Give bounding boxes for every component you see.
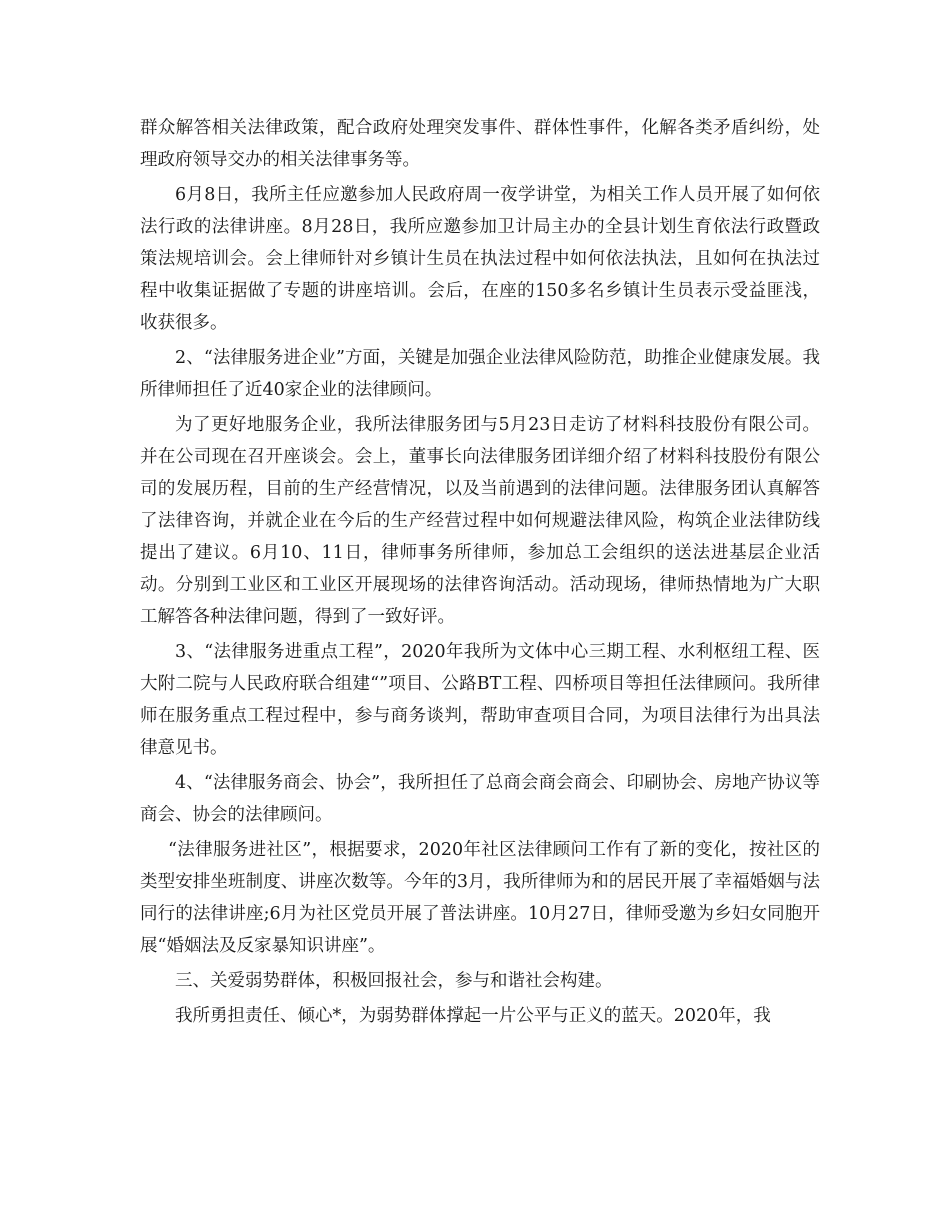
paragraph-key-projects: 3、“法律服务进重点工程”，2020年我所为文体中心三期工程、水利枢纽工程、医大附二院与人民政府联合组建“”项目、公路BT工程、四桥项目等担任法律顾问。我所律师在服务重点工程过程中，参与商务谈判，帮助审查项目合同，为项目法律行为出具法律意见书。 <box>140 642 820 758</box>
document-body <box>140 112 820 1035</box>
paragraph-enterprise-visit: 为了更好地服务企业，我所法律服务团与5月23日走访了材料科技股份有限公司。并在公司现在召开座谈会。会上，董事长向法律服务团详细介绍了材料科技股份有限公司的发展历程，目前的生产经营情况，以及当前遇到的法律问题。法律服务团认真解答了法律咨询，并就企业在今后的生产经营过程中如何规避法律风险，构筑企业法律防线提出了建议。6月10、11日，律师事务所律师，参加总工会组织的送法进基层企业活动。分别到工业区和工业区开展现场的法律咨询活动。活动现场，律师热情地为广大职工解答各种法律问题，得到了一致好评。 <box>140 415 820 627</box>
paragraph-enterprise-service: 2、“法律服务进企业”方面，关键是加强企业法律风险防范，助推企业健康发展。我所律师担任了近40家企业的法律顾问。 <box>140 348 820 400</box>
paragraph-community-service: “法律服务进社区”，根据要求，2020年社区法律顾问工作有了新的变化，按社区的类型安排坐班制度、讲座次数等。今年的3月，我所律师为和的居民开展了幸福婚姻与法同行的法律讲座;6月为社区党员开展了普法讲座。10月27日，律师受邀为乡妇女同胞开展“婚姻法及反家暴知识讲座”。 <box>140 840 820 956</box>
paragraph-continuation: 群众解答相关法律政策，配合政府处理突发事件、群体性事件，化解各类矛盾纠纷，处理政府领导交办的相关法律事务等。 <box>140 118 820 170</box>
paragraph-section-heading: 三、关爱弱势群体，积极回报社会，参与和谐社会构建。 <box>175 971 613 991</box>
paragraph-chambers-associations: 4、“法律服务商会、协会”，我所担任了总商会商会商会、印刷协会、房地产协议等商会、协会的法律顾问。 <box>140 773 820 825</box>
paragraph-law-lecture: 6月8日，我所主任应邀参加人民政府周一夜学讲堂，为相关工作人员开展了如何依法行政的法律讲座。8月28日，我所应邀参加卫计局主办的全县计划生育依法行政暨政策法规培训会。会上律师针对乡镇计生员在执法过程中如何依法执法，且如何在执法过程中收集证据做了专题的讲座培训。会后，在座的150多名乡镇计生员表示受益匪浅，收获很多。 <box>140 185 820 333</box>
paragraph-vulnerable-groups: 我所勇担责任、倾心*，为弱势群体撑起一片公平与正义的蓝天。2020年，我 <box>175 1006 771 1026</box>
